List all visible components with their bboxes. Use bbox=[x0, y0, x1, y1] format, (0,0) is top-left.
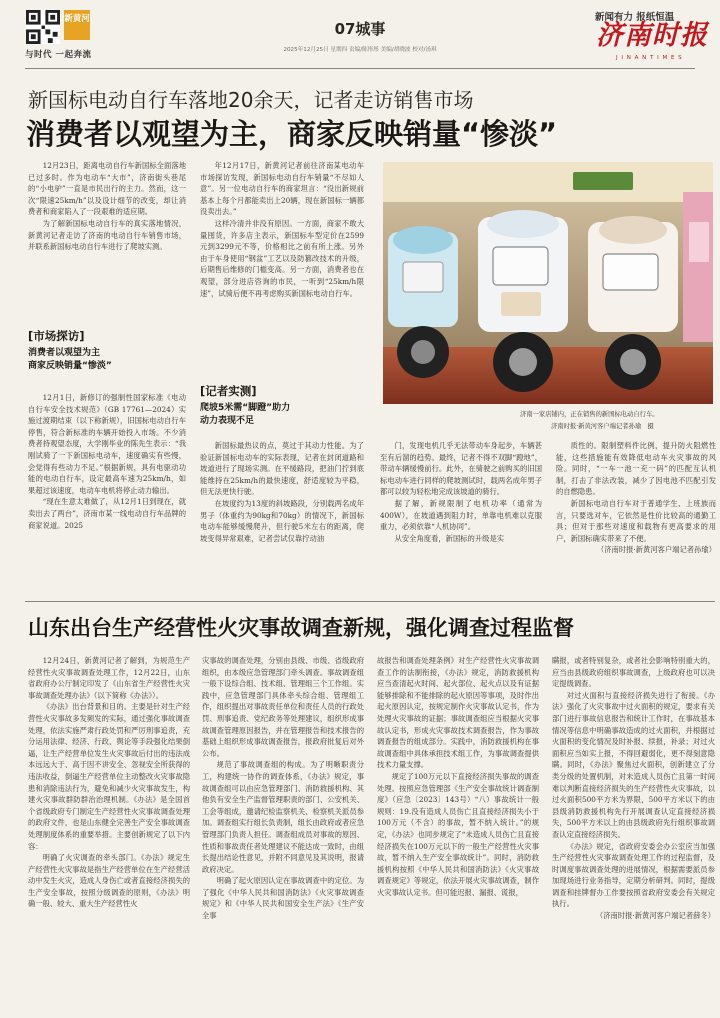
story1-col1-bottom bbox=[28, 392, 186, 596]
paragraph: 新国标电动自行车对于普通学生、上班族而言，只要选对车，它依然是性价比较高的通勤工具；但对于那些对速度和载物有更高要求的用户，新国标确实带来了不便。 bbox=[556, 498, 716, 543]
story1-col2-bottom bbox=[200, 440, 364, 592]
section2-sub: 动力表现不足 bbox=[200, 416, 255, 426]
paragraph: 瞒报，或者特别复杂，或者社会影响特别重大的，应当由县级政府组织事故调查，上级政府也可以决定提级调查。 bbox=[552, 656, 715, 689]
paragraph: 年12月17日，新黄河记者前往济南某电动车市场探访发现，新国标电动自行车销量“不尽如人意”。另一位电动自行车的商家坦言：“没出新规前基本上每个月都能卖出上20辆，现在新国标一辆都没卖出去。” bbox=[200, 161, 364, 217]
byline: （济南时报·新黄河客户端记者薛冬） bbox=[595, 911, 715, 921]
paragraph: 为了解新国标电动自行车的真实落地情况，新黄河记者走访了济南的电动自行车销售市场，并联系新国标电动自行车进行了爬坡实测。 bbox=[28, 218, 186, 252]
story2-col1 bbox=[28, 655, 190, 1010]
paragraph: 明确了火灾调查的牵头部门。《办法》规定生产经营性火灾事故是指生产经营单位在生产经营活动中发生火灾，造成人身伤亡或者直接经济损失的生产安全事故，按照分级调查的原则，《办法》明确一般、较大、重大生产经营性火 bbox=[28, 853, 190, 909]
photo-ebikes bbox=[383, 162, 713, 404]
story1-headline: 消费者以观望为主，商家反映销量“惨淡” bbox=[26, 117, 558, 151]
electric-bicycle-photo-icon bbox=[383, 162, 713, 404]
paragraph: 《办法》规定，省政府安委会办公室应当加强生产经营性火灾事故调查处理工作的过程监督，及时调度事故调查处理的进展情况，根据需要派员参加现场进行业务指导，定期分析研判。同时，提级调查和挂牌督办工作要按照省政府安委会有关规定执行。 bbox=[552, 841, 715, 909]
masthead-rule bbox=[25, 68, 695, 69]
paragraph: 门，发现电机几乎无法带动车身起步，车辆甚至有后溜的趋势。最终，记者不得不双脚“蹬地”，带动车辆缓慢前行。此外，在骑驶之前购买的旧国标电动车进行同样的爬坡测试时，载两名成年男子都可以较为轻松地完成该坡道的骑行。 bbox=[380, 441, 542, 497]
story2-col3 bbox=[377, 655, 539, 1010]
paragraph: 规定了100万元以下直接经济损失事故的调查处理。按照应急管理部《生产安全事故统计调查制度》（应急〔2023〕143号）“八）事故统计一般规则：19.没有造成人员伤亡且直接经济损失小于100万元（不含）的事故，暂不纳入统计。”的规定，《办法》也同步规定了“未造成人员伤亡且直接经济损失在100万元以下的一般生产经营性火灾事故，暂不纳入生产安全事故统计”。同时，消防救援机构按照《中华人民共和国消防法》《火灾事故调查规定》等规定，依法开展火灾事故调查，制作火灾事故认定书。但可能迟报、漏报、谎报， bbox=[377, 771, 539, 897]
story2-col4 bbox=[552, 655, 715, 1010]
section1-sub: 商家反映销量“惨淡” bbox=[28, 361, 112, 371]
story1-col4 bbox=[556, 440, 716, 592]
paragraph: 据了解，新规限制了电机功率（通常为400W），在坡道遇到阻力时，单靠电机难以克服重力，必须依靠“人机协同”。 bbox=[380, 498, 542, 532]
story1-col2-top bbox=[200, 160, 364, 374]
paper-pinyin: J I N A N T I M E S bbox=[616, 55, 683, 61]
story1-kicker: 新国标电动自行车落地20余天，记者走访销售市场 bbox=[28, 88, 474, 112]
section2-sub: 爬坡5米需“脚蹬”助力 bbox=[200, 403, 291, 413]
logo-text: 新黄河 bbox=[64, 14, 90, 24]
paragraph: 在坡度约为13度的斜坡路段，分别载两名成年男子（体重约为90kg和70kg）的情况下，新国标电动车能够缓慢爬升，但行驶5米左右的距离，爬坡变得异常艰难，记者尝试仅靠拧动油 bbox=[200, 498, 364, 543]
paper-name: 济南时报 bbox=[596, 20, 708, 51]
byline: （济南时报·新黄河客户端记者孙瑜） bbox=[596, 545, 716, 555]
story2-headline: 山东出台生产经营性火灾事故调查新规，强化调查过程监督 bbox=[28, 616, 574, 640]
paragraph: 规范了事故调查组的构成。为了明晰职责分工，构建统一协作的调查体系，《办法》规定，事故调查组可以由应急管理部门、消防救援机构、其他负有安全生产监督管理职责的部门、公安机关、工会等组成，邀请纪检监察机关、检察机关派员参加。调查组实行组长负责制，组长由政府或者应急管理部门负责人担任。调查组成员对事故的原因、性质和事故责任者处理建议不能达成一致时，由组长提出结论性意见，并附不同意见及其说明，报请政府决定。 bbox=[202, 760, 364, 874]
paragraph: 故报告和调查处理条例》对生产经营性火灾事故调查工作的法制衔接，《办法》规定，消防救援机构应当查清起火时间、起火部位、起火点以及有证据能够排除和不能排除的起火原因等事项，及时作出起火原因认定，按规定制作火灾事故认定书，作为处理火灾事故的证据；事故调查组应当根据火灾事故认定书，形成火灾事故技术调查报告，作为事故调查报告的组成部分。实践中，消防救援机构在事故调查组中具体承担技术组工作，为事故调查提供技术力量支撑。 bbox=[377, 656, 539, 770]
paragraph: 《办法》出台背景和目的。主要是针对生产经营性火灾事故多发频发的实际，通过强化事故调查处理，依法实施严肃行政处罚和严厉刑事追责，充分运用法律、经济、行政、舆论等手段强化结果倒逼，让生产经营单位发生火灾事故后付出的违法成本远远大于、高于因不讲安全、忽视安全所获得的违法收益，倒逼生产经营单位主动整改火灾事故隐患和消除违法行为，避免和减少火灾事故发生，构建火灾事故群防群治治理机制。《办法》是全国首个省级政府专门制定生产经营性火灾事故调查处理的政府文件，也是山东健全完善生产安全事故调查处理制度体系的重要举措。主要创新规定了以下内容： bbox=[28, 702, 190, 851]
story-divider bbox=[25, 601, 715, 602]
story1-col3 bbox=[380, 440, 542, 592]
paragraph: 12月23日，距离电动自行车新国标全面落地已过多时。作为电动车“大市”，济南街头巷尾的“小电驴”一直是市民出行的主力。然而，这一次“限速25km/h”以及设计细节的改变，却让消费者和商家陷入了一段艰难的适应期。 bbox=[28, 161, 186, 217]
paragraph: 新国标最热议的点，莫过于其动力性能。为了验证新国标电动车的实际表现，记者在封闭道路和坡道进行了现场实测。在平缓路段，把油门拧到底能维持在25km/h的最快速度，舒适度较为平稳，但无法更快行驶。 bbox=[200, 441, 364, 497]
section2-header bbox=[200, 383, 364, 428]
paragraph: 明确了起火原因认定在事故调查中的定位。为了强化《中华人民共和国消防法》《火灾事故调查规定》和《中华人民共和国安全生产法》《生产安全事 bbox=[202, 876, 364, 921]
paragraph: 12月1日，新修订的强制性国家标准《电动自行车安全技术规范》（GB 17761—2024）实施过渡期结束（以下称新规），旧国标电动自行车停售，符合新标准的车辆开始投入市场。不少消费者持观望态度，大学刚毕业的陈先生表示：“我刚试骑了一下新国标电动车，速度确实有些慢，会觉得有些动力不足。”根据新规，具有电驱动功能的电动自行车，设定最高车速为25km/h，如果超过该速度，电动车电机将停止动力输出。 bbox=[28, 393, 186, 495]
slogan-left: 与时代 一起奔流 bbox=[25, 50, 92, 60]
paragraph: 这样冷清并非没有原因。一方面，商家不敢大量囤货，许多店主表示，新国标车型定价在2599元到3299元不等，价格相比之前有所上涨。另外由于车身使用“钢盆”工艺以及防篡改技术的升级，后期售后维修的门槛变高。另一方面，消费者也在观望，部分进店咨询的市民，一听到“25km/h限速”，试骑后便不再考虑购买新国标电动自行车。 bbox=[200, 218, 364, 298]
story1-col1-top bbox=[28, 160, 186, 310]
paragraph: 从安全角度看，新国标的升级是实 bbox=[394, 533, 505, 543]
paragraph: 质性的。限制塑料件比例，提升防火阻燃性能，这些措施能有效降低电动车火灾事故的风险。同时，“一车一池一充一码”的匹配互认机制，打击了非法改装，减少了因电池不匹配引发的自燃隐患。 bbox=[556, 441, 716, 497]
paragraph: 对过火面积与直接经济损失进行了衔接。《办法》强化了火灾事故中过火面积的规定，要求有关部门进行事故信息报告和统计工作时，在事故基本情况等信息中明确事故造成的过火面积，并根据过火面积的变化情况及时补报、续报，补录；对过火面积应当如实上报，不得回避弱化，更不得刻意隐瞒。同时，《办法》聚焦过火面积，创新建立了分类分级的处置机制，对未造成人员伤亡且第一时间难以判断直接经济损失的生产经营性火灾事故，以过火面积500平方米为界限，500平方米以下的由县级消防救援机构先行开展调查认定直接经济损失，500平方米以上的由县级政府先行组织事故调查认定直接经济损失。 bbox=[552, 690, 715, 839]
masthead bbox=[0, 0, 720, 82]
section-title: 07城事 bbox=[334, 20, 386, 38]
section1-sub: 消费者以观望为主 bbox=[28, 348, 101, 358]
section1-tag: [市场探访] bbox=[28, 329, 85, 343]
slogan-right: 新闻有力 报纸恒温 bbox=[595, 12, 675, 23]
photo-credit: 济南时报·新黄河客户端记者孙瑜 摄 bbox=[551, 423, 654, 430]
photo-caption: 济南一家店铺内，正在销售的新国标电动自行车。 bbox=[520, 411, 659, 418]
section1-header bbox=[28, 328, 186, 373]
section2-tag: [记者实测] bbox=[200, 384, 257, 398]
story2-col2 bbox=[202, 655, 364, 1010]
paragraph: 12月24日，新黄河记者了解到，为规范生产经营性火灾事故调查处理工作，12月22日，山东省政府办公厅制定印发了《山东省生产经营性火灾事故调查处理办法》（以下简称《办法》）。 bbox=[28, 656, 190, 700]
bike-left bbox=[388, 226, 458, 378]
paragraph: “现在生意太难做了，从12月1日到现在，就卖出去了两台”，济南市某一线电动自行车品牌的商家说道。2025 bbox=[28, 497, 186, 530]
paragraph: 灾事故的调查处理，分别由县级、市级、省级政府组织，由本级应急管理部门牵头调查。事故调查组一般下设综合组、技术组、管理组三个工作组。实践中，应急管理部门具体牵头综合组、管理组工作，组织提出对事故责任单位和责任人员的行政处罚、刑事追责、党纪政务等处理建议，组织形成事故调查管理原因报告，并在管理报告和技术报告的基础上组织形成事故调查报告，报政府批复后对外公布。 bbox=[202, 656, 364, 758]
meta-line: 2025年12月25日 星期四 责编/陈彤彤 美编/胡晓波 校对/汤琪 bbox=[283, 47, 437, 53]
